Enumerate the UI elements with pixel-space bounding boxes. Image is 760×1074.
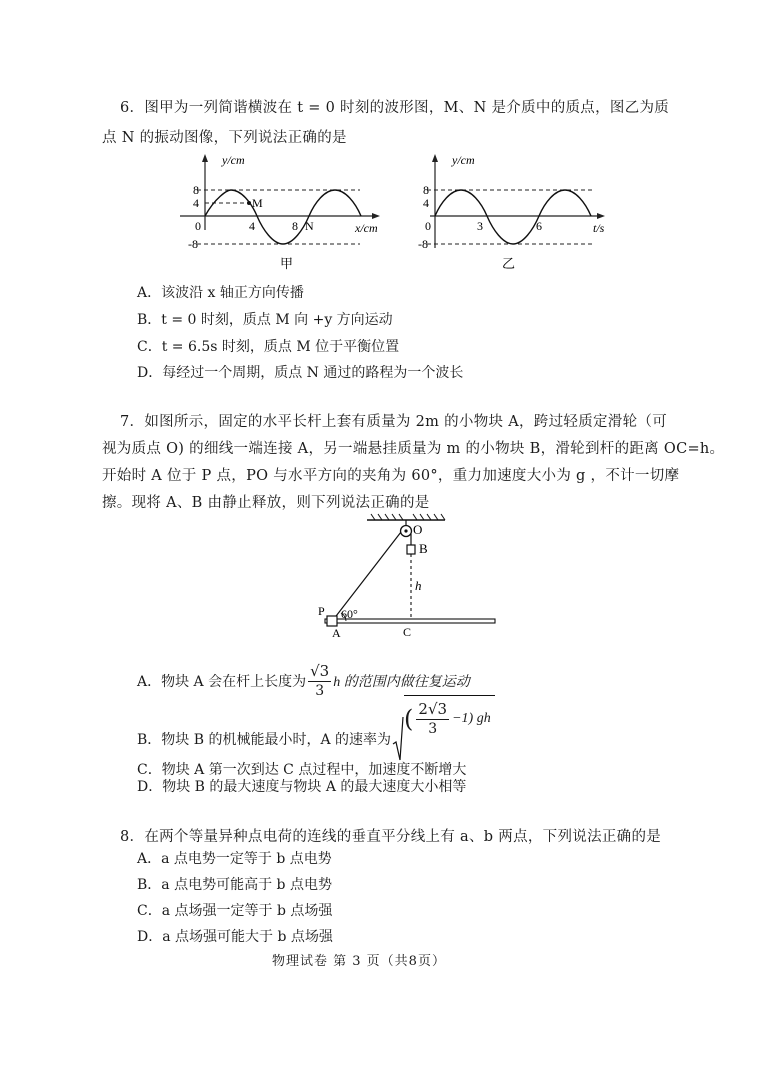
y-tick-0: 0 (425, 219, 431, 233)
q7-option-a (137, 664, 470, 698)
y-tick-neg8: -8 (188, 237, 198, 251)
fraction-numerator: 2√3 (418, 699, 448, 718)
y-tick-neg8: -8 (418, 237, 428, 251)
q7-stem-line1: 7．如图所示，固定的水平长杆上套有质量为 2m 的小物块 A，跨过轻质定滑轮（可 (120, 414, 667, 430)
t-tick-6: 6 (536, 219, 542, 233)
q7-option-c: C．物块 A 第一次到达 C 点过程中，加速度不断增大 (137, 762, 467, 778)
x-tick-4: 4 (249, 219, 255, 233)
label-o: O (413, 522, 423, 537)
y-tick-4: 4 (423, 196, 429, 210)
q8-option-c: C．a 点场强一定等于 b 点场强 (137, 903, 333, 919)
label-a: A (332, 626, 341, 640)
wave-curve (205, 190, 361, 244)
q7-option-b-fraction (416, 699, 449, 737)
y-tick-8: 8 (423, 183, 429, 197)
fraction-numerator: √3 (310, 662, 330, 680)
page-footer: 物理试卷 第 3 页（共8页） (272, 954, 446, 969)
vibration-curve (435, 190, 591, 244)
q6-option-a: A．该波沿 x 轴正方向传播 (137, 285, 304, 301)
q7-option-a-suffix: h 的范围内做往复运动 (333, 675, 470, 690)
q7-pulley-figure (315, 512, 505, 642)
y-axis-label: y/cm (222, 153, 245, 167)
q7-option-a-fraction (308, 664, 331, 698)
block-b (407, 545, 415, 554)
q7-option-b (137, 699, 495, 762)
q7-option-b-prefix: B．物块 B 的机械能最小时，A 的速率为 (137, 732, 392, 748)
t-tick-3: 3 (477, 219, 483, 233)
block-a (327, 616, 337, 626)
q6-stem-line1: 6．图甲为一列简谐横波在 t = 0 时刻的波形图，M、N 是介质中的质点，图乙为质 (120, 100, 670, 116)
q8-option-b: B．a 点电势可能高于 b 点电势 (137, 877, 332, 893)
q6-option-b: B．t = 0 时刻，质点 M 向 +y 方向运动 (137, 312, 393, 328)
t-axis-label: t/s (593, 221, 605, 235)
y-tick-0: 0 (195, 219, 201, 233)
q8-option-a: A．a 点电势一定等于 b 点电势 (137, 851, 332, 867)
label-h: h (415, 578, 422, 593)
fraction-denominator: 3 (428, 720, 438, 737)
y-tick-4: 4 (193, 196, 199, 210)
figure-caption-jia: 甲 (280, 256, 294, 271)
label-m: M (252, 196, 263, 210)
q8-stem: 8．在两个等量异种点电荷的连线的垂直平分线上有 a、b 两点，下列说法正确的是 (120, 829, 662, 845)
sqrt-sign-icon (392, 716, 404, 762)
figure-caption-yi: 乙 (502, 256, 516, 271)
q7-option-a-prefix: A．物块 A 会在杆上长度为 (137, 674, 307, 690)
q6-option-d: D．每经过一个周期，质点 N 通过的路程为一个波长 (137, 365, 464, 381)
q6-vibration-graph (405, 150, 620, 275)
sqrt-radicand: ( $\frac{2√3}{3}$ −1) gh (404, 695, 495, 740)
y-axis-label: y/cm (452, 153, 475, 167)
q7-stem-line4: 擦。现将 A、B 由静止释放，则下列说法正确的是 (102, 495, 430, 511)
x-tick-8: 8 (292, 219, 298, 233)
q7-option-d: D．物块 B 的最大速度与物块 A 的最大速度大小相等 (137, 779, 467, 795)
label-n: N (305, 219, 314, 233)
q7-stem-line3: 开始时 A 位于 P 点，PO 与水平方向的夹角为 60°，重力加速度大小为 g ，不计一切摩 (102, 468, 680, 484)
y-tick-8: 8 (193, 183, 199, 197)
label-p: P (318, 604, 325, 618)
fraction-denominator: 3 (315, 683, 325, 699)
x-axis-label: x/cm (355, 221, 378, 235)
label-angle: 60° (341, 607, 358, 621)
q7-option-b-tail: −1) gh (452, 710, 491, 726)
q6-wave-graph (175, 150, 395, 275)
q6-option-c: C．t = 6.5s 时刻，质点 M 位于平衡位置 (137, 339, 400, 355)
label-c: C (403, 625, 412, 639)
q8-option-d: D．a 点场强可能大于 b 点场强 (137, 929, 333, 945)
label-b: B (419, 541, 428, 556)
point-m (247, 201, 251, 205)
q7-stem-line2: 视为质点 O) 的细线一端连接 A，另一端悬挂质量为 m 的小物块 B，滑轮到杆的距离 OC=h。 (102, 441, 725, 457)
q6-stem-line2: 点 N 的振动图像，下列说法正确的是 (102, 130, 347, 146)
